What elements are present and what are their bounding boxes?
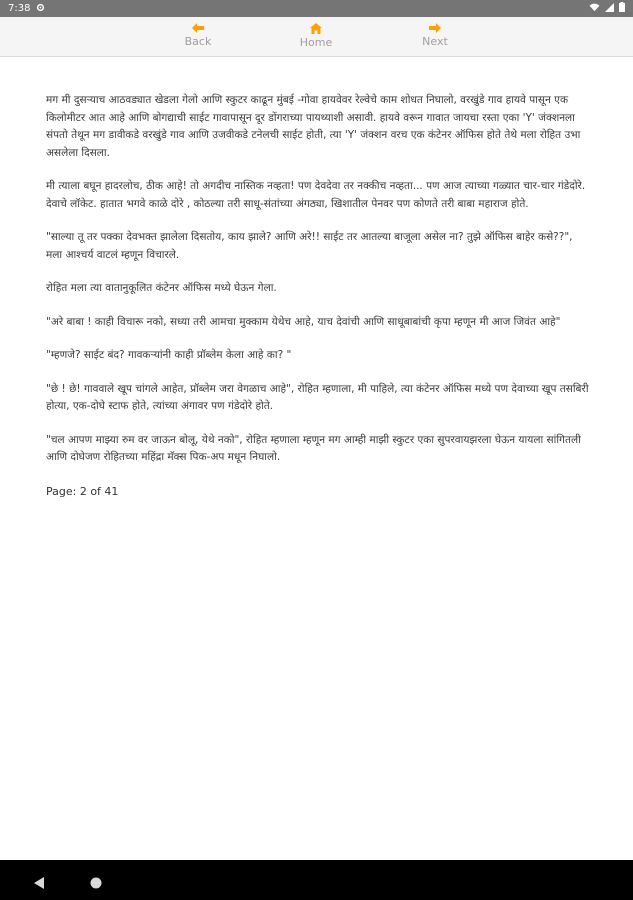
signal-icon [605,3,614,15]
system-home-icon[interactable] [90,874,102,893]
battery-icon [619,2,625,15]
back-button[interactable] [163,23,233,48]
wifi-icon [589,3,600,15]
story-paragraph: मग मी दुसऱ्याच आठवड्यात खेडला गेलो आणि स्कुटर काढून मुंबई -गोवा हायवेवर रेल्वेचे काम शोधत निघालो, वरखुंडे गाव हायवे पासून एक किलोमीटर आत आहे आणि बोगद्याची साईट गावापासून दूर डोंगराच्या पायथ्याशी असावी. हायवे वरून गावात जायचा रस्ता एका 'Y' जंक्शनला संपतो तेथून मग डावीकडे वरखुंडे गाव आणि उजवीकडे टनेलची साईट होती, त्या 'Y' जंक्शन वरच एक कंटेनर ऑफिस होते तेथे मला रोहित उभा असलेला दिसला. [46,94,581,159]
status-bar [0,0,633,17]
next-label: Next [422,35,448,48]
system-navigation-bar [0,860,633,900]
story-paragraph: "चल आपण माझ्या रुम वर जाऊन बोलू, येथे नको", रोहित म्हणाला म्हणून मग आम्ही माझी स्कुटर एका सुपरवायझरला घेऊन यायला सांगितली आणि दोघेजण रोहितच्या महिंद्रा मॅक्स पिक-अप मधून निघालो. [46,433,581,463]
next-button[interactable] [400,23,470,48]
system-back-icon[interactable] [34,874,44,893]
arrow-right-icon [400,23,470,33]
page-indicator: Page: 2 of 41 [46,484,119,498]
settings-icon [36,3,45,15]
story-content [46,92,591,500]
story-paragraph: "म्हणजे? साईट बंद? गावकऱ्यांनी काही प्रॉब्लेम केला आहे का? " [46,349,292,361]
arrow-left-icon [163,23,233,33]
home-label: Home [299,36,333,49]
back-label: Back [184,35,212,48]
home-button[interactable] [281,23,351,49]
navigation-bar [0,17,633,57]
story-paragraph: "साल्या तू तर पक्का देवभक्त झालेला दिसतोय, काय झाले? आणि अरे!! साईट तर आतल्या बाजूला असेल ना? तुझे ऑफिस बाहेर कसे??", मला आश्चर्य वाटलं म्हणून विचारले. [46,231,573,261]
story-paragraph: मी त्याला बघून हादरलोच, ठीक आहे! तो अगदीच नास्तिक नव्हता! पण देवदेवा तर नक्कीच नव्हता... पण आज त्याच्या गळ्यात चार-चार गंडेदोरे. देवाचे लॉकेट. हातात भगवे काळे दोरे , कोठल्या तरी साधू-संतांच्या अंगठ्या, खिशातील पेनवर पण कोणते तरी बाबा महाराज होते. [46,180,586,210]
story-paragraph: "अरे बाबा ! काही विचारू नको, सध्या तरी आमचा मुक्काम येथेच आहे, याच देवांची आणि साधूबाबांची कृपा म्हणून मी आज जिवंत आहे" [46,315,561,328]
status-time: 7:38 [8,3,31,14]
story-paragraph: रोहित मला त्या वातानुकूलित कंटेनर ऑफिस मध्ये घेऊन गेला. [46,282,277,294]
story-paragraph: "छे ! छे! गाववाले खूप चांगले आहेत, प्रॉब्लेम जरा वेगळाच आहे", रोहित म्हणाला, मी पाहिले, त्या कंटेनर ऑफिस मध्ये पण देवाच्या खूप तसबिरी होत्या, एक-दोघे स्टाफ होते, त्यांच्या अंगावर पण गंडेदोरे होते. [46,382,589,412]
home-icon [281,23,351,34]
